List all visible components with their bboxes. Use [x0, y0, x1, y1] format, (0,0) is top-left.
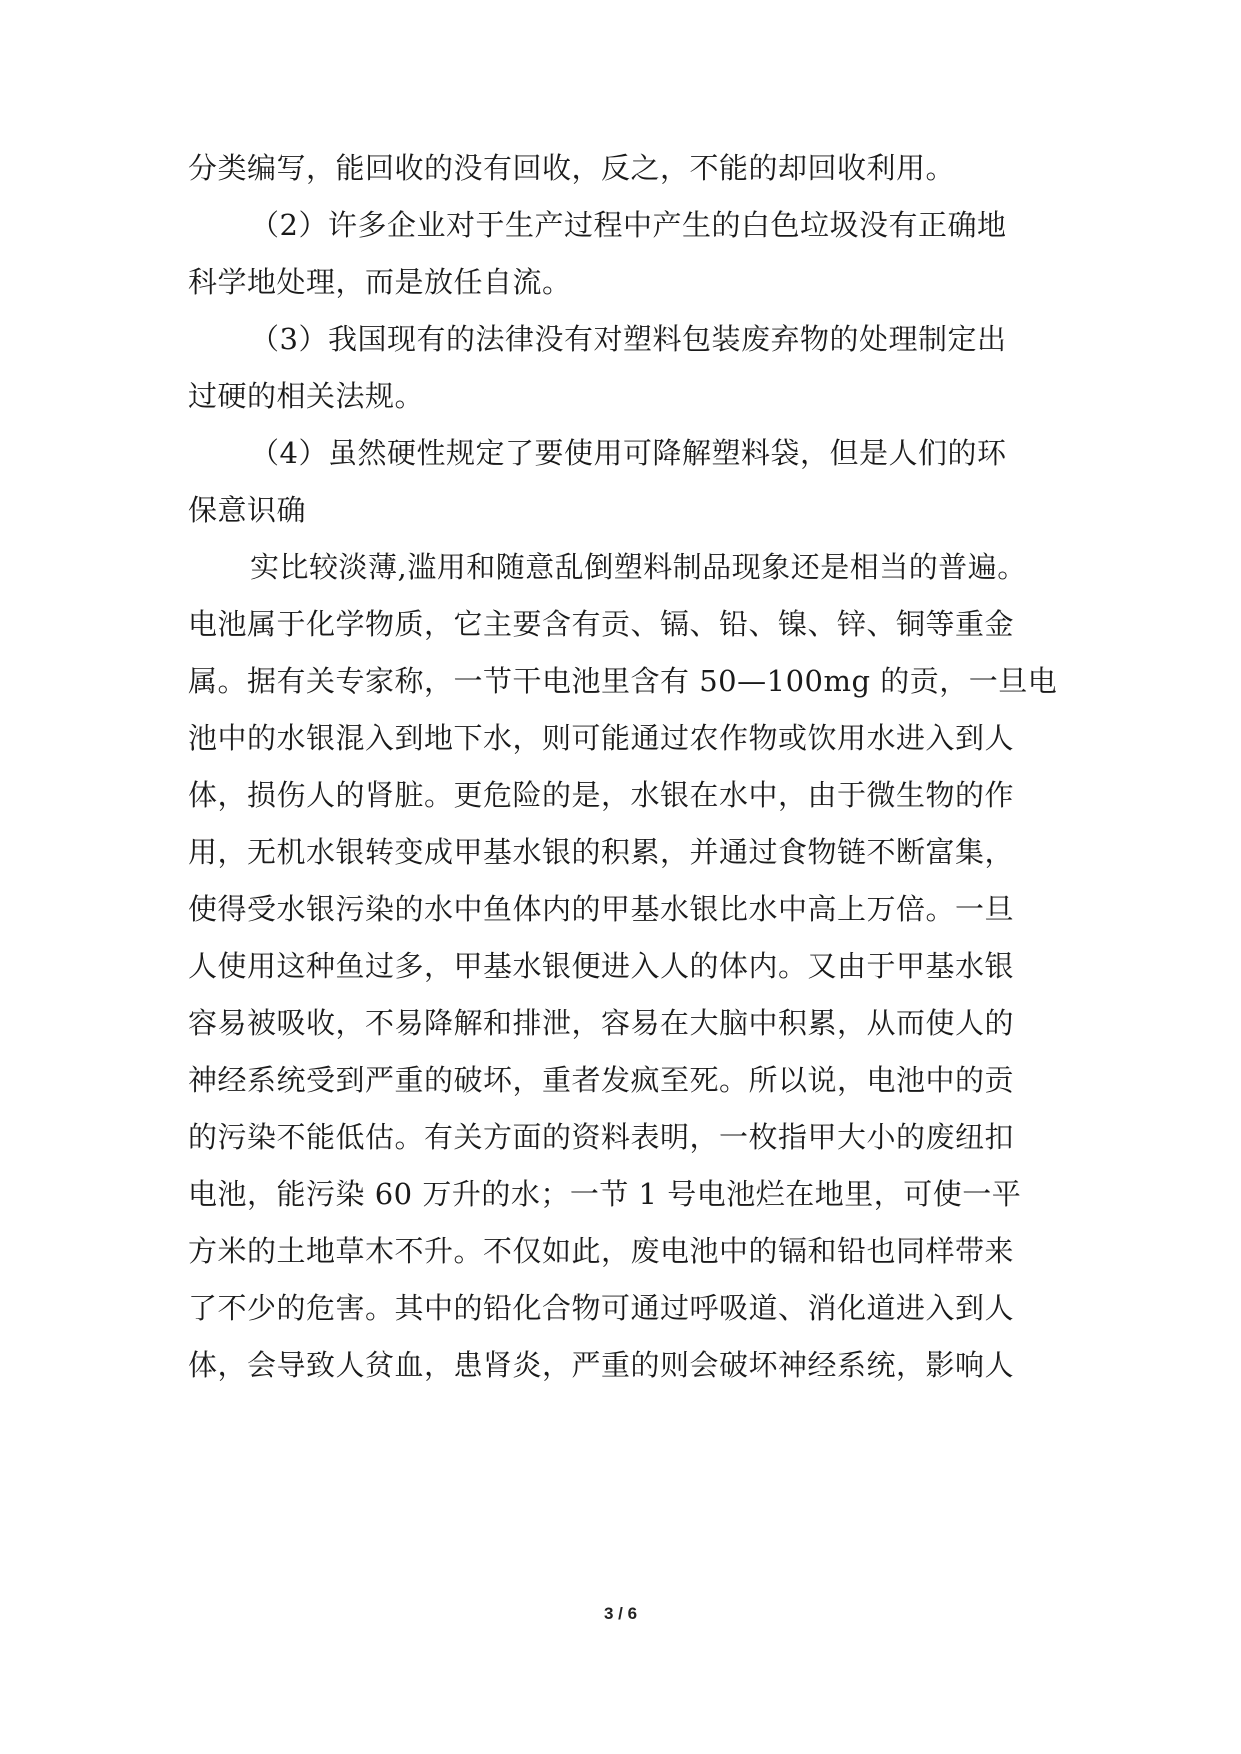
text-line-14: 使得受水银污染的水中鱼体内的甲基水银比水中高上万倍。一旦	[188, 892, 1015, 926]
text-line-1: 分类编写，能回收的没有回收，反之，不能的却回收利用。	[188, 151, 956, 185]
page-number: 3 / 6	[603, 1604, 638, 1623]
text-line-21: 了不少的危害。其中的铅化合物可通过呼吸道、消化道进入到人	[188, 1291, 1015, 1325]
text-line-20: 方米的土地草木不升。不仅如此，废电池中的镉和铅也同样带来	[188, 1234, 1015, 1268]
text-line-16: 容易被吸收，不易降解和排泄，容易在大脑中积累，从而使人的	[188, 1006, 1015, 1040]
text-line-7: 保意识确	[188, 493, 307, 527]
text-line-6: （4）虽然硬性规定了要使用可降解塑料袋，但是人们的环	[250, 436, 1007, 470]
text-line-10: 属。据有关专家称，一节干电池里含有 50—100mg 的贡，一旦电	[188, 664, 1058, 698]
text-line-2: （2）许多企业对于生产过程中产生的白色垃圾没有正确地	[250, 208, 1007, 242]
text-line-9: 电池属于化学物质，它主要含有贡、镉、铅、镍、锌、铜等重金	[188, 607, 1015, 641]
text-line-11: 池中的水银混入到地下水，则可能通过农作物或饮用水进入到人	[188, 721, 1015, 755]
text-line-19: 电池，能污染 60 万升的水；一节 1 号电池烂在地里，可使一平	[188, 1177, 1022, 1211]
text-line-17: 神经系统受到严重的破坏，重者发疯至死。所以说，电池中的贡	[188, 1063, 1015, 1097]
text-line-4: （3）我国现有的法律没有对塑料包装废弃物的处理制定出	[250, 322, 1007, 356]
text-line-15: 人使用这种鱼过多，甲基水银便进入人的体内。又由于甲基水银	[188, 949, 1015, 983]
text-line-18: 的污染不能低估。有关方面的资料表明，一枚指甲大小的废纽扣	[188, 1120, 1015, 1154]
text-line-8: 实比较淡薄,滥用和随意乱倒塑料制品现象还是相当的普遍。	[250, 550, 1027, 584]
text-line-22: 体，会导致人贫血，患肾炎，严重的则会破坏神经系统，影响人	[188, 1348, 1015, 1382]
text-line-3: 科学地处理，而是放任自流。	[188, 265, 572, 299]
text-line-5: 过硬的相关法规。	[188, 379, 425, 413]
text-line-12: 体，损伤人的肾脏。更危险的是，水银在水中，由于微生物的作	[188, 778, 1015, 812]
text-line-13: 用，无机水银转变成甲基水银的积累，并通过食物链不断富集，	[188, 835, 1015, 869]
